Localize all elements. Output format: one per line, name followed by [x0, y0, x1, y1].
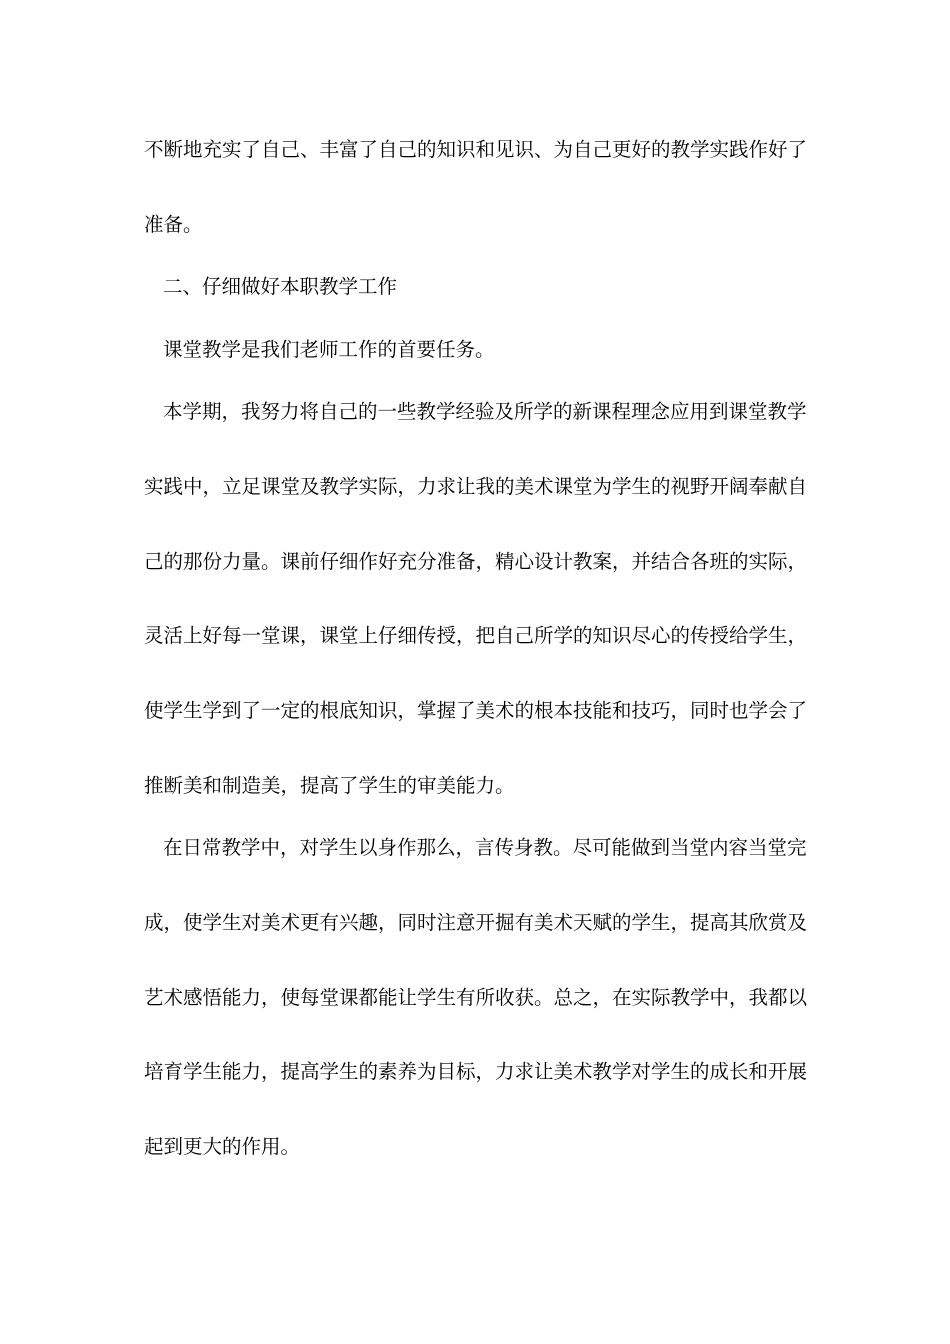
- paragraph-line: 准备。: [144, 213, 203, 236]
- paragraph-line: 推断美和制造美，提高了学生的审美能力。: [144, 774, 515, 797]
- paragraph-line: 课堂教学是我们老师工作的首要任务。: [163, 338, 495, 361]
- paragraph-line: 己的那份力量。课前仔细作好充分准备，精心设计教案，并结合各班的实际，: [144, 550, 808, 573]
- paragraph-line: 培育学生能力，提高学生的素养为目标，力求让美术教学对学生的成长和开展: [144, 1060, 808, 1083]
- paragraph-line: 在日常教学中，对学生以身作那么，言传身教。尽可能做到当堂内容当堂完: [163, 836, 807, 859]
- paragraph-line: 艺术感悟能力，使每堂课都能让学生有所收获。总之，在实际教学中，我都以: [144, 986, 808, 1009]
- section-heading: 二、仔细做好本职教学工作: [163, 275, 398, 298]
- paragraph-line: 使学生学到了一定的根底知识，掌握了美术的根本技能和技巧，同时也学会了: [144, 699, 808, 722]
- paragraph-line: 灵活上好每一堂课，课堂上仔细传授，把自己所学的知识尽心的传授给学生，: [144, 624, 808, 647]
- paragraph-line: 起到更大的作用。: [144, 1135, 301, 1158]
- paragraph-line: 成，使学生对美术更有兴趣，同时注意开掘有美术天赋的学生，提高其欣赏及: [144, 911, 808, 934]
- paragraph-line: 不断地充实了自己、丰富了自己的知识和见识、为自己更好的教学实践作好了: [144, 138, 808, 161]
- paragraph-line: 本学期，我努力将自己的一些教学经验及所学的新课程理念应用到课堂教学: [163, 400, 807, 423]
- paragraph-line: 实践中，立足课堂及教学实际，力求让我的美术课堂为学生的视野开阔奉献自: [144, 475, 808, 498]
